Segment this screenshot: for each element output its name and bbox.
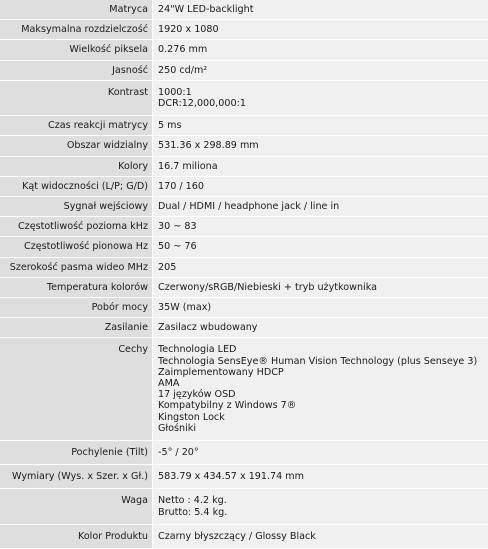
spec-row-power-supply [0, 318, 488, 338]
spec-row-weight [0, 489, 488, 524]
spec-row-response-time [0, 116, 488, 136]
spec-label: Pobór mocy [0, 298, 153, 318]
spec-value: 250 cd/m² [153, 60, 488, 80]
spec-row-viewable-area [0, 136, 488, 156]
spec-row-tilt [0, 441, 488, 465]
spec-label: Szerokość pasma wideo MHz [0, 257, 153, 277]
spec-row-input-signal [0, 197, 488, 217]
spec-value: 5 ms [153, 116, 488, 136]
spec-value: 583.79 x 434.57 x 191.74 mm [153, 465, 488, 489]
spec-value: 1000:1 DCR:12,000,000:1 [153, 80, 488, 115]
spec-row-resolution [0, 20, 488, 40]
spec-value: Technologia LED Technologia SensEye® Human Vision Technology (plus Senseye 3) Zaimplementowany HDCP AMA 17 języków OSD Kompatybilny z Windows 7® Kingston Lock Głośniki [153, 338, 488, 441]
spec-row-power-consumption [0, 298, 488, 318]
spec-value: -5° / 20° [153, 441, 488, 465]
spec-label: Cechy [0, 338, 153, 441]
spec-value: Czarny błyszczący / Glossy Black [153, 524, 488, 548]
spec-label: Kolory [0, 156, 153, 176]
spec-value: Czerwony/sRGB/Niebieski + tryb użytkownika [153, 277, 488, 297]
spec-label: Pochylenie (Tilt) [0, 441, 153, 465]
spec-label: Temperatura kolorów [0, 277, 153, 297]
spec-label: Maksymalna rozdzielczość [0, 20, 153, 40]
spec-value: Zasilacz wbudowany [153, 318, 488, 338]
spec-row-color-temperature [0, 277, 488, 297]
spec-label: Częstotliwość pionowa Hz [0, 237, 153, 257]
spec-row-features [0, 338, 488, 441]
spec-value: 531.36 x 298.89 mm [153, 136, 488, 156]
spec-label: Obszar widzialny [0, 136, 153, 156]
spec-value: 205 [153, 257, 488, 277]
spec-label: Wielkość piksela [0, 40, 153, 60]
spec-label: Kąt widoczności (L/P; G/D) [0, 176, 153, 196]
spec-row-brightness [0, 60, 488, 80]
spec-row-matryca [0, 0, 488, 20]
spec-label: Częstotliwość pozioma kHz [0, 217, 153, 237]
spec-row-colors [0, 156, 488, 176]
spec-label: Jasność [0, 60, 153, 80]
spec-value: 24"W LED-backlight [153, 0, 488, 20]
spec-row-pixel-size [0, 40, 488, 60]
spec-value: Dual / HDMI / headphone jack / line in [153, 197, 488, 217]
spec-value: 16.7 miliona [153, 156, 488, 176]
spec-label: Wymiary (Wys. x Szer. x Gł.) [0, 465, 153, 489]
spec-value: 50 ~ 76 [153, 237, 488, 257]
spec-row-horizontal-frequency [0, 217, 488, 237]
spec-value: 1920 x 1080 [153, 20, 488, 40]
spec-row-dimensions [0, 465, 488, 489]
spec-label: Kolor Produktu [0, 524, 153, 548]
spec-value: 35W (max) [153, 298, 488, 318]
spec-label: Zasilanie [0, 318, 153, 338]
spec-value: Netto : 4.2 kg. Brutto: 5.4 kg. [153, 489, 488, 524]
spec-value: 170 / 160 [153, 176, 488, 196]
spec-row-video-bandwidth [0, 257, 488, 277]
spec-label: Matryca [0, 0, 153, 20]
spec-row-viewing-angle [0, 176, 488, 196]
spec-row-vertical-frequency [0, 237, 488, 257]
spec-row-contrast [0, 80, 488, 115]
spec-label: Kontrast [0, 80, 153, 115]
spec-label: Czas reakcji matrycy [0, 116, 153, 136]
spec-label: Sygnał wejściowy [0, 197, 153, 217]
spec-label: Waga [0, 489, 153, 524]
spec-value: 0.276 mm [153, 40, 488, 60]
spec-value: 30 ~ 83 [153, 217, 488, 237]
